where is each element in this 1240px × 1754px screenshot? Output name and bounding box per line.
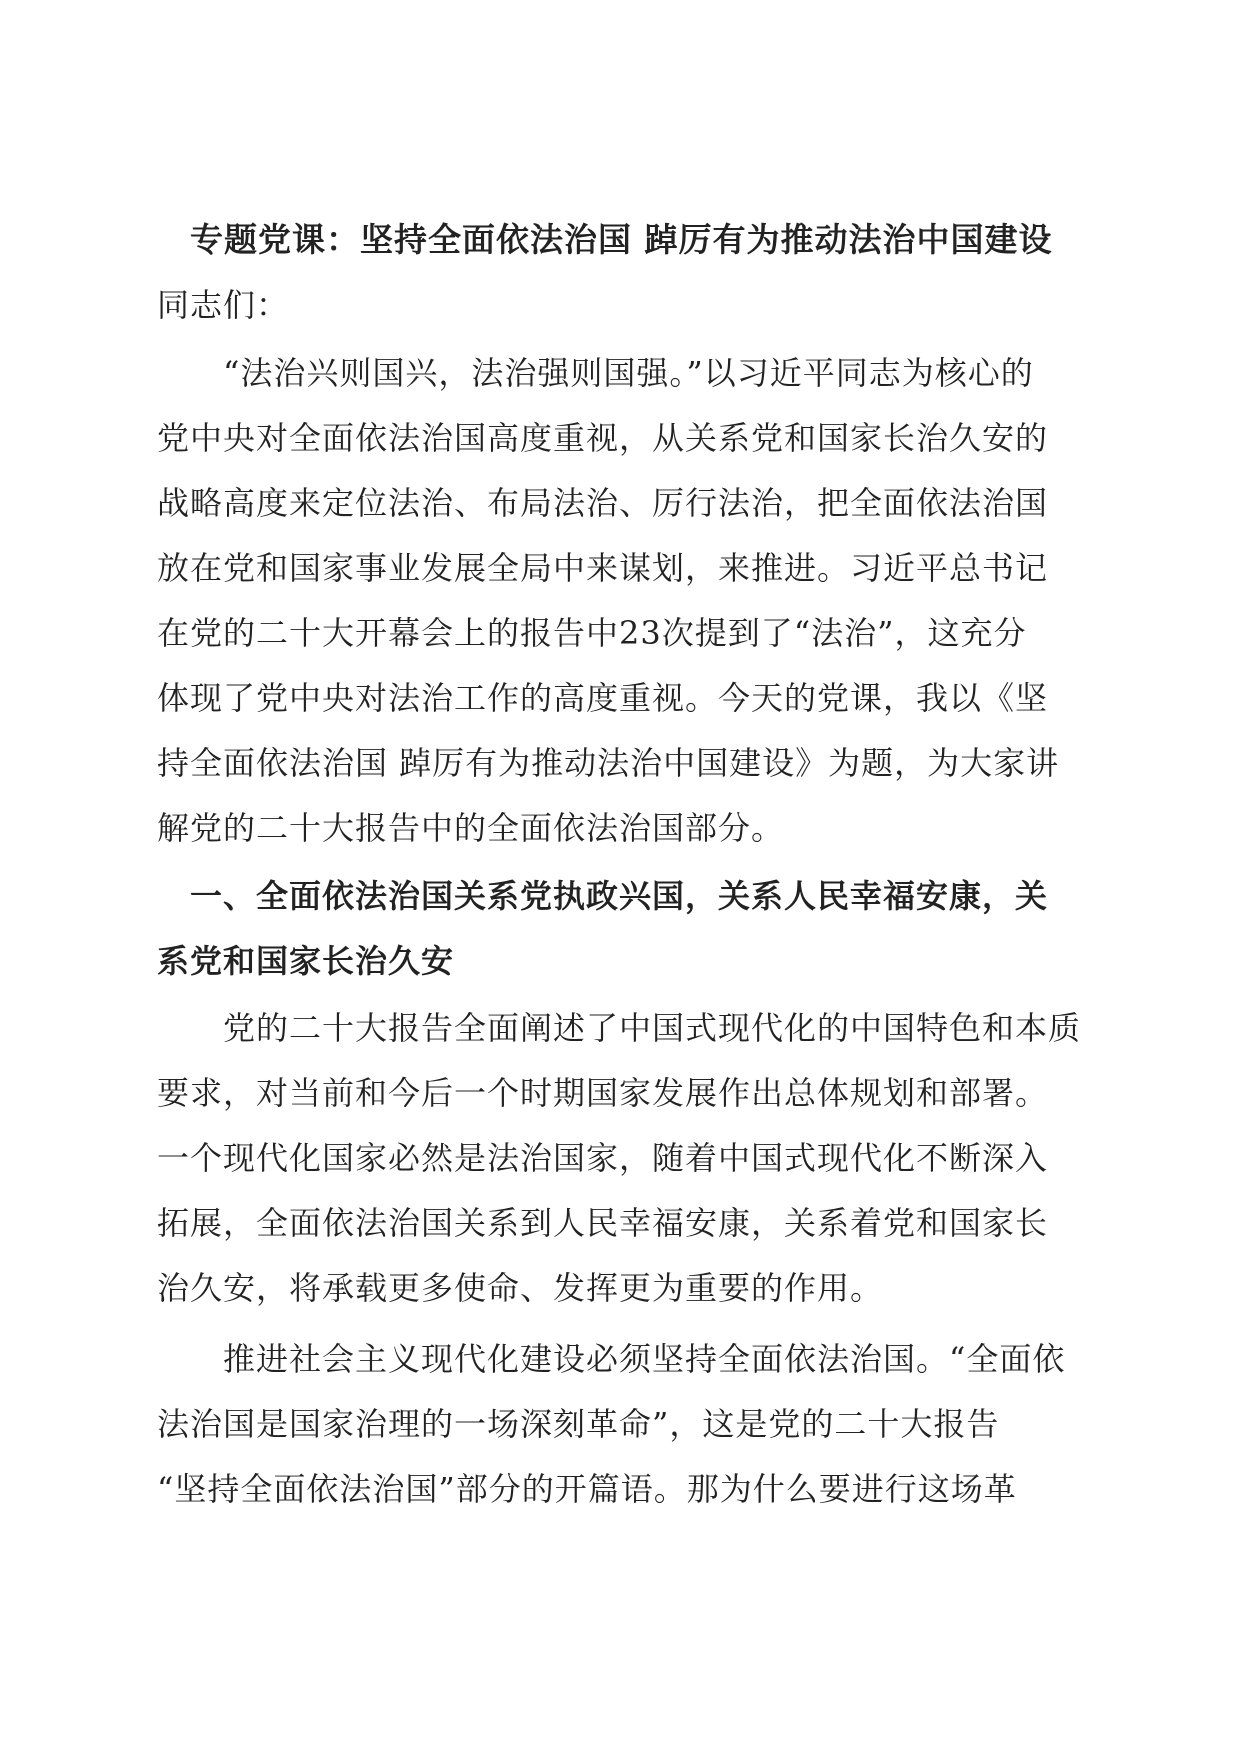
paragraph-line: 一个现代化国家必然是法治国家，随着中国式现代化不断深入 xyxy=(157,1139,1049,1177)
paragraph-line: 在党的二十大开幕会上的报告中23次提到了“法治”，这充分 xyxy=(157,614,1027,652)
paragraph-line: 要求，对当前和今后一个时期国家发展作出总体规划和部署。 xyxy=(157,1074,1049,1112)
paragraph-line: 战略高度来定位法治、布局法治、厉行法治，把全面依法治国 xyxy=(157,484,1049,522)
paragraph-line: 解党的二十大报告中的全面依法治国部分。 xyxy=(157,809,785,847)
paragraph-line: 党中央对全面依法治国高度重视，从关系党和国家长治久安的 xyxy=(157,419,1049,457)
paragraph-line: 党的二十大报告全面阐述了中国式现代化的中国特色和本质 xyxy=(157,1009,1082,1047)
paragraph-line: 推进社会主义现代化建设必须坚持全面依法治国。“全面依 xyxy=(157,1340,1066,1378)
paragraph-line: “坚持全面依法治国”部分的开篇语。那为什么要进行这场革 xyxy=(157,1470,1017,1508)
paragraph-line: 放在党和国家事业发展全局中来谋划，来推进。习近平总书记 xyxy=(157,549,1049,587)
greeting: 同志们： xyxy=(157,286,290,324)
heading-line: 一、全面依法治国关系党执政兴国，关系人民幸福安康，关 xyxy=(157,877,1049,915)
heading-line: 系党和国家长治久安 xyxy=(157,942,455,980)
document-title: 专题党课：坚持全面依法治国 踔厉有为推动法治中国建设 xyxy=(190,220,1053,259)
paragraph-line: 法治国是国家治理的一场深刻革命”，这是党的二十大报告 xyxy=(157,1405,1000,1443)
paragraph-line: “法治兴则国兴，法治强则国强。”以习近平同志为核心的 xyxy=(157,354,1034,392)
paragraph-line: 持全面依法治国 踔厉有为推动法治中国建设》为题，为大家讲 xyxy=(157,744,1060,782)
paragraph-line: 治久安，将承载更多使命、发挥更为重要的作用。 xyxy=(157,1269,884,1307)
paragraph-line: 拓展，全面依法治国关系到人民幸福安康，关系着党和国家长 xyxy=(157,1204,1049,1242)
paragraph-line: 体现了党中央对法治工作的高度重视。今天的党课，我以《坚 xyxy=(157,679,1049,717)
